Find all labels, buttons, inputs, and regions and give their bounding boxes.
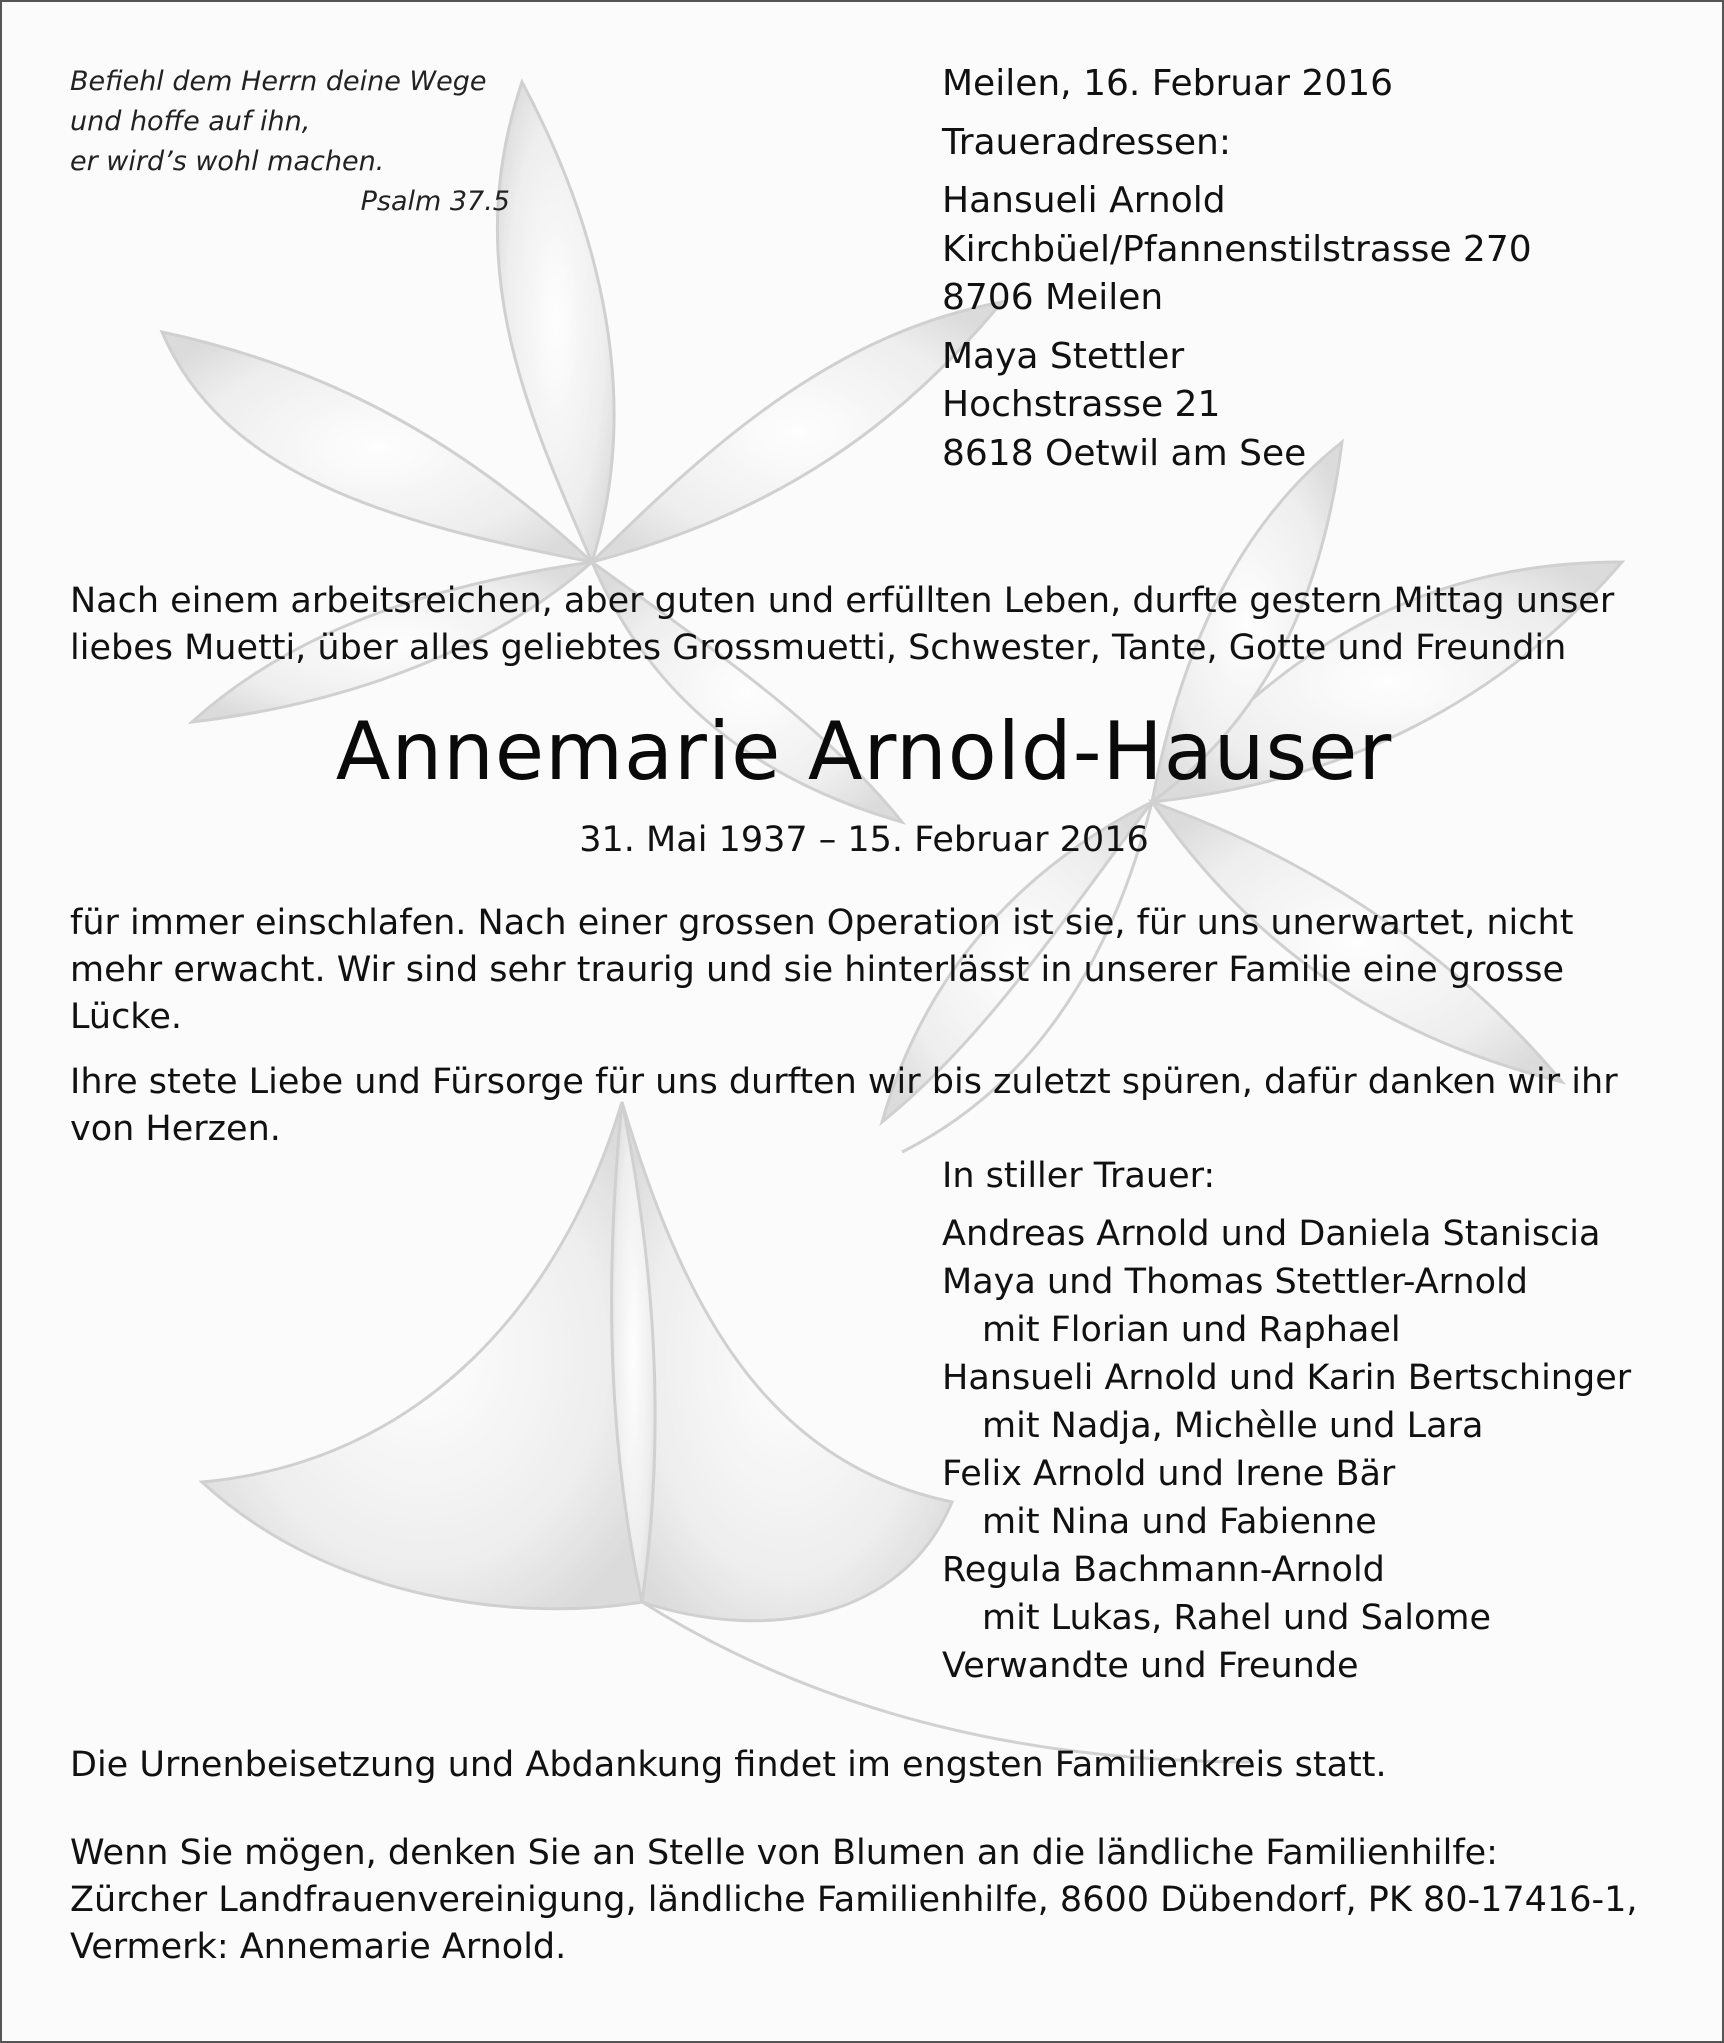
place-date: Meilen, 16. Februar 2016 bbox=[942, 63, 1394, 104]
bible-verse bbox=[70, 62, 530, 222]
funeral-note bbox=[70, 1742, 1660, 1789]
intro-line: liebes Muetti, über alles geliebtes Grossmuetti, Schwester, Tante, Gotte und Freundin bbox=[70, 628, 1567, 668]
mourner-line: mit Lukas, Rahel und Salome bbox=[982, 1598, 1492, 1638]
mourner-line: mit Florian und Raphael bbox=[982, 1310, 1401, 1350]
donation-line: Wenn Sie mögen, denken Sie an Stelle von Blumen an die ländliche Familienhilfe: bbox=[70, 1833, 1498, 1873]
address-1-street: Kirchbüel/Pfannenstilstrasse 270 bbox=[942, 228, 1532, 270]
mourner-line: mit Nina und Fabienne bbox=[982, 1502, 1377, 1542]
body-line: von Herzen. bbox=[70, 1109, 281, 1149]
verse-line: und hoffe auf ihn, bbox=[70, 106, 311, 137]
mourner-line: Felix Arnold und Irene Bär bbox=[942, 1454, 1396, 1494]
mourner-line: Maya und Thomas Stettler-Arnold bbox=[942, 1262, 1528, 1302]
body-paragraph-2 bbox=[70, 1059, 1660, 1153]
body-paragraph-1 bbox=[70, 900, 1660, 1041]
addresses-label: Traueradressen: bbox=[942, 121, 1232, 163]
address-2-street: Hochstrasse 21 bbox=[942, 384, 1221, 425]
verse-reference: Psalm 37.5 bbox=[360, 186, 510, 217]
donation-line: Zürcher Landfrauenvereinigung, ländliche Familienhilfe, 8600 Dübendorf, PK 80-17416-1, bbox=[70, 1880, 1638, 1920]
body-line: Ihre stete Liebe und Fürsorge für uns durften wir bis zuletzt spüren, dafür danken wir ihr bbox=[70, 1062, 1618, 1102]
life-dates: 31. Mai 1937 – 15. Februar 2016 bbox=[579, 820, 1149, 860]
mourners-label: In stiller Trauer: bbox=[942, 1156, 1216, 1196]
intro-line: Nach einem arbeitsreichen, aber guten und erfüllten Leben, durfte gestern Mittag unser bbox=[70, 581, 1615, 621]
address-1-city: 8706 Meilen bbox=[942, 277, 1164, 318]
verse-line: er wird’s wohl machen. bbox=[70, 146, 385, 177]
address-1-name: Hansueli Arnold bbox=[942, 180, 1226, 221]
body-line: Lücke. bbox=[70, 997, 182, 1037]
verse-line: Befiehl dem Herrn deine Wege bbox=[70, 66, 487, 97]
body-line: mehr erwacht. Wir sind sehr traurig und sie hinterlässt in unserer Familie eine grosse bbox=[70, 950, 1564, 990]
address-2-name: Maya Stettler bbox=[942, 335, 1185, 377]
donation-note bbox=[70, 1830, 1660, 1971]
deceased-name: Annemarie Arnold-Hauser bbox=[335, 705, 1393, 798]
mourner-line: Hansueli Arnold und Karin Bertschinger bbox=[942, 1358, 1632, 1398]
body-line: für immer einschlafen. Nach einer grossen Operation ist sie, für uns unerwartet, nicht bbox=[70, 903, 1574, 943]
mourner-line: mit Nadja, Michèlle und Lara bbox=[982, 1406, 1484, 1446]
address-2-city: 8618 Oetwil am See bbox=[942, 432, 1307, 474]
mourners-list bbox=[942, 1152, 1662, 1690]
mourner-line: Andreas Arnold und Daniela Staniscia bbox=[942, 1214, 1601, 1254]
donation-line: Vermerk: Annemarie Arnold. bbox=[70, 1927, 567, 1967]
intro-text bbox=[70, 578, 1660, 672]
mourner-line: Verwandte und Freunde bbox=[942, 1646, 1359, 1686]
mourner-line: Regula Bachmann-Arnold bbox=[942, 1550, 1385, 1590]
funeral-line: Die Urnenbeisetzung und Abdankung findet im engsten Familienkreis statt. bbox=[70, 1745, 1387, 1785]
header-addresses bbox=[942, 60, 1662, 478]
